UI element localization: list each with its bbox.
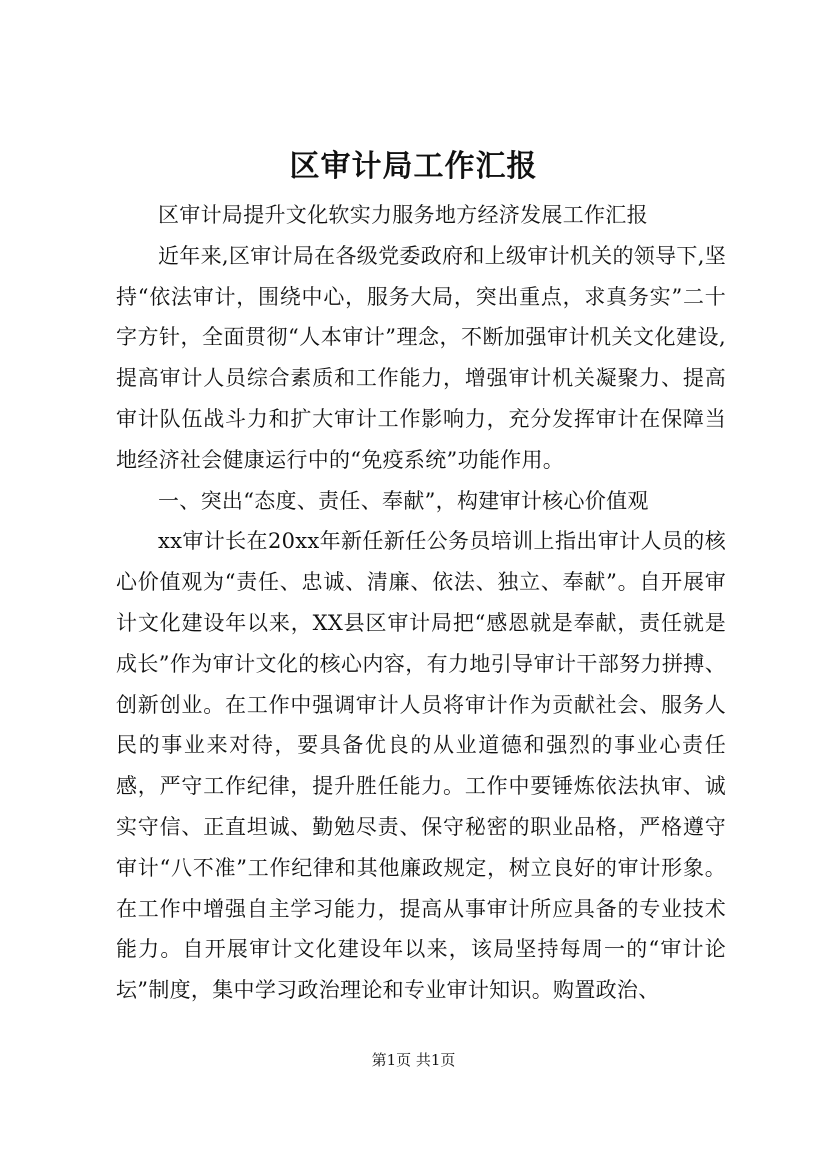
subtitle-paragraph: 区审计局提升文化软实力服务地方经济发展工作汇报: [158, 203, 648, 227]
document-body: [116, 195, 726, 1011]
document-title: 区审计局工作汇报: [289, 149, 538, 184]
section-paragraph: xx审计长在20xx年新任新任公务员培训上指出审计人员的核心价值观为“责任、忠诚、清廉、依法、独立、奉献”。自开展审计文化建设年以来，XX县区审计局把“感恩就是奉献，责任就是成长”作为审计文化的核心内容，有力地引导审计干部努力拼搏、创新创业。在工作中强调审计人员将审计作为贡献社会、服务人民的事业来对待，要具备优良的从业道德和强烈的事业心责任感，严守工作纪律，提升胜任能力。工作中要锤炼依法执审、诚实守信、正直坦诚、勤勉尽责、保守秘密的职业品格，严格遵守审计“八不准”工作纪律和其他廉政规定，树立良好的审计形象。在工作中增强自主学习能力，提高从事审计所应具备的专业技术能力。自开展审计文化建设年以来，该局坚持每周一的“审计论坛”制度，集中学习政治理论和专业审计知识。购置政治、: [116, 529, 726, 1003]
intro-paragraph: 近年来,区审计局在各级党委政府和上级审计机关的领导下,坚持“依法审计，围绕中心，服务大局，突出重点，求真务实”二十字方针，全面贯彻“人本审计”理念，不断加强审计机关文化建设,提高审计人员综合素质和工作能力，增强审计机关凝聚力、提高审计队伍战斗力和扩大审计工作影响力，充分发挥审计在保障当地经济社会健康运行中的“免疫系统”功能作用。: [116, 243, 726, 472]
page-footer: 第1页 共1页: [371, 1051, 456, 1069]
section-heading: 一、突出“态度、责任、奉献”，构建审计核心价值观: [158, 488, 649, 513]
